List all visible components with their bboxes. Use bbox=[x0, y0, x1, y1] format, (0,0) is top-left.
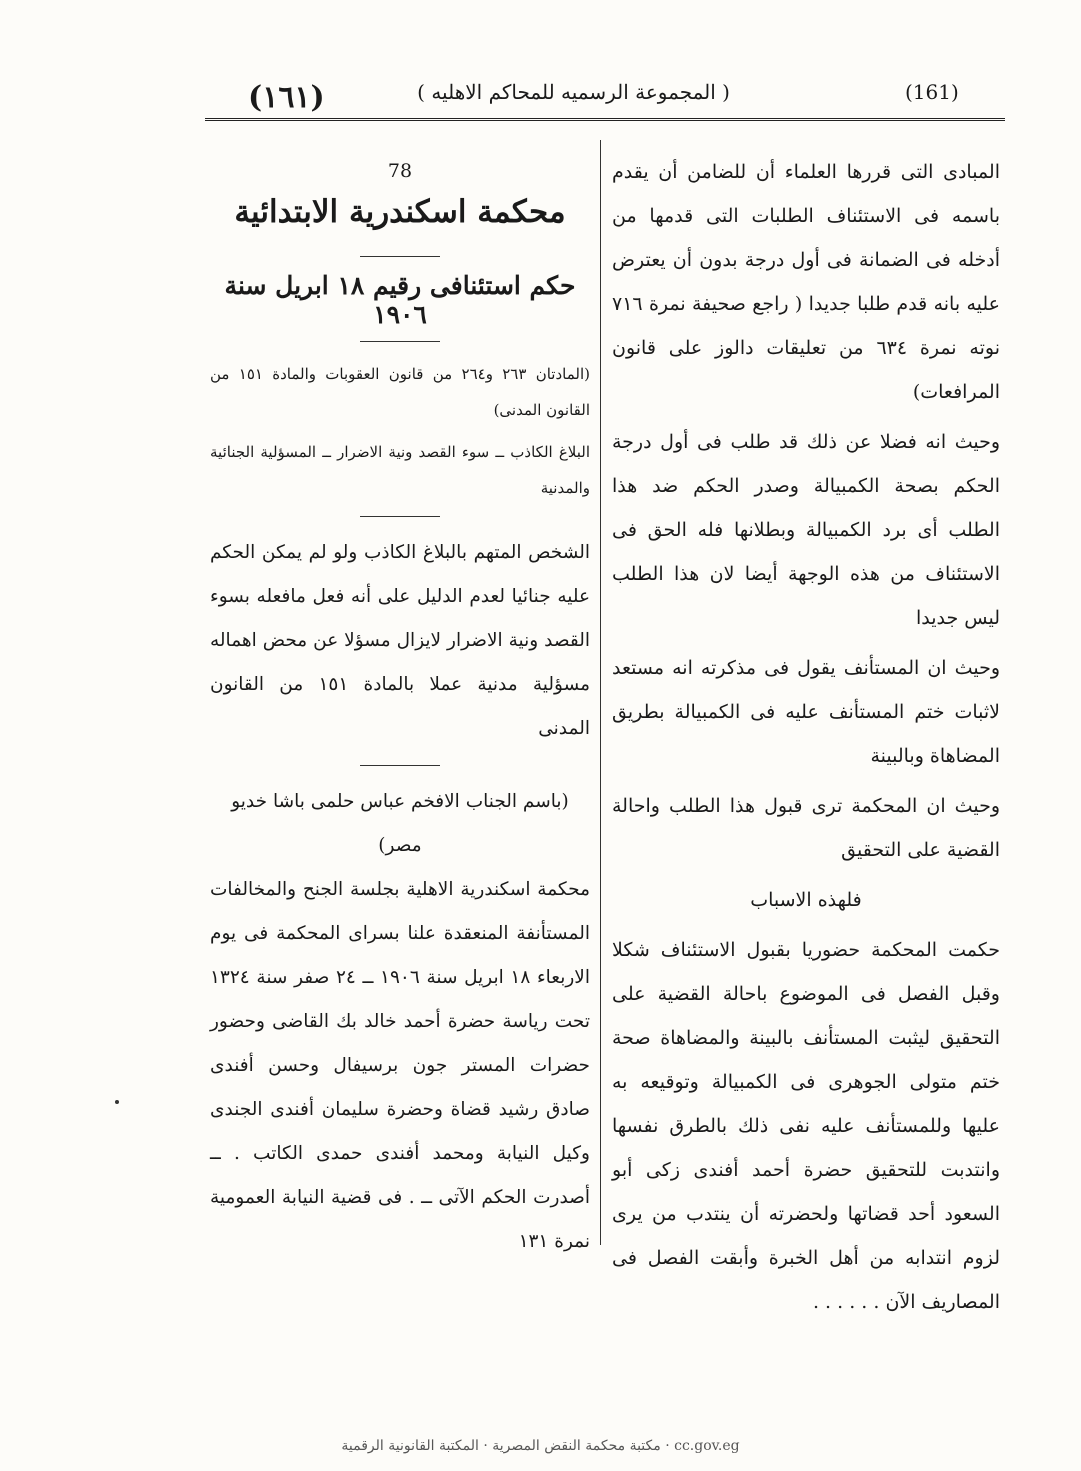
ruling-text: حكمت المحكمة حضوريا بقبول الاستئناف شكلا وقبل الفصل فى الموضوع باحالة القضية على التحقيق ليثبت المستأنف بالبينة والمضاهاة صحة ختم متولى الجوهرى فى الكمبيالة وتوقيعه به عليها وللمستأنف عليه نفى ذلك بالطرق نفسها وانتدبت للتحقيق حضرة أحمد أفندى زكى أبو السعود أحد قضاتها ولحضرته أن ينتدب من يرى لزوم انتدابه من أهل الخبرة وأبقت الفصل فى المصاريف الآن . . . . . . bbox=[612, 939, 1000, 1313]
court-name: محكمة اسكندرية الابتدائية bbox=[234, 194, 566, 230]
invocation: (باسم الجناب الافخم عباس حلمى باشا خديو مصر) bbox=[231, 791, 569, 856]
articles-note: (المادتان ٢٦٣ و٢٦٤ من قانون العقوبات والمادة ١٥١ من القانون المدنى) bbox=[210, 365, 590, 419]
reasons-heading: فلهذه الاسباب bbox=[750, 889, 862, 911]
separator bbox=[360, 256, 440, 257]
separator bbox=[360, 341, 440, 342]
paragraph: وحيث ان المستأنف يقول فى مذكرته انه مستعد لاثبات ختم المستأنف عليه فى الكمبيالة بطريق المضاهاة وبالبينة bbox=[612, 657, 1000, 767]
page-number-arabic: (١٦١) bbox=[248, 80, 325, 115]
legal-principle: الشخص المتهم بالبلاغ الكاذب ولو لم يمكن الحكم عليه جنائيا لعدم الدليل على أنه فعل مافعله بسوء القصد ونية الاضرار لايزال مسؤلا عن محض اهماله مسؤلية مدنية عملا بالمادة ١٥١ من القانون المدنى bbox=[210, 542, 590, 739]
footer-source: cc.gov.eg · مكتبة محكمة النقض المصرية · المكتبة القانونية الرقمية bbox=[341, 1438, 740, 1454]
separator bbox=[360, 765, 440, 766]
keywords: البلاغ الكاذب ــ سوء القصد ونية الاضرار ــ المسؤلية الجنائية والمدنية bbox=[210, 443, 590, 497]
judgment-title: حكم استئنافى رقيم ١٨ ابريل سنة ١٩٠٦ bbox=[224, 271, 576, 329]
margin-mark bbox=[115, 1100, 119, 1104]
header-rule bbox=[205, 118, 1005, 121]
paragraph: وحيث ان المحكمة ترى قبول هذا الطلب واحالة القضية على التحقيق bbox=[612, 795, 1000, 861]
case-number: 78 bbox=[387, 160, 413, 182]
page-number-latin: (161) bbox=[905, 80, 959, 104]
running-title: ( المجموعة الرسميه للمحاكم الاهليه ) bbox=[417, 80, 730, 104]
judgment-body: محكمة اسكندرية الاهلية بجلسة الجنح والمخالفات المستأنفة المنعقدة علنا بسراى المحكمة فى يوم الاربعاء ١٨ ابريل سنة ١٩٠٦ ــ ٢٤ صفر سنة ١٣٢٤ تحت رياسة حضرة أحمد خالد بك القاضى وحضور حضرات المستر جون برسيفال وحسن أفندى صادق رشيد قضاة وحضرة سليمان أفندى الجندى وكيل النيابة ومحمد أفندى حمدى الكاتب . ــ أصدرت الحكم الآتى ــ . فى قضية النيابة العمومية نمرة ١٣١ bbox=[210, 879, 590, 1252]
separator bbox=[360, 516, 440, 517]
paragraph: وحيث انه فضلا عن ذلك قد طلب فى أول درجة الحكم بصحة الكمبيالة وصدر الحكم ضد هذا الطلب أى برد الكمبيالة وبطلانها فله الحق فى الاستئناف من هذه الوجهة أيضا لان هذا الطلب ليس جديدا bbox=[612, 431, 1000, 629]
column-divider bbox=[600, 140, 601, 1245]
right-column bbox=[612, 150, 1000, 1324]
paragraph: المبادى التى قررها العلماء أن للضامن أن يقدم باسمه فى الاستئناف الطلبات التى قدمها من أدخله فى الضمانة فى أول درجة بدون أن يعترض عليه بانه قدم طلبا جديدا ( راجع صحيفة نمرة ٧١٦ نوته نمرة ٦٣٤ من تعليقات دالوز على قانون المرافعات) bbox=[612, 161, 1000, 403]
left-column bbox=[210, 160, 590, 1264]
